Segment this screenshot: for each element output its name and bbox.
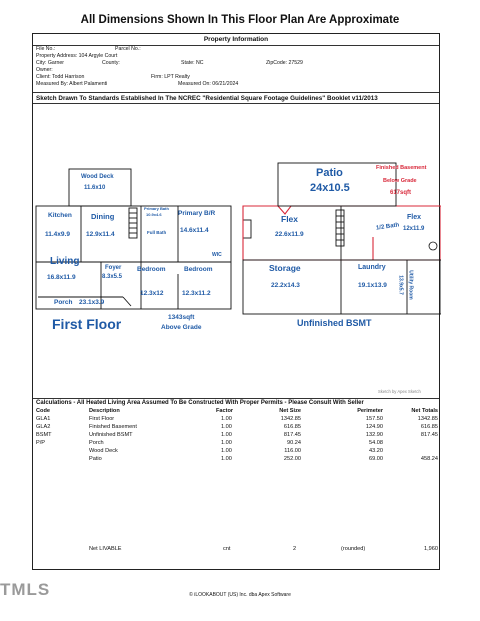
measured-on: Measured On: 06/21/2024 (178, 81, 239, 87)
cell-factor: 1.00 (221, 440, 232, 446)
wood-deck-dim: 11.6x10 (84, 185, 106, 191)
cell-description: Finished Basement (89, 424, 137, 430)
first-floor-sqft: 1343sqft (168, 314, 195, 321)
utility-room-dim: 13.9x5.7 (397, 275, 404, 295)
flex1-dim: 22.6x11.9 (275, 231, 304, 238)
col-net-size: Net Size (279, 408, 301, 414)
cell-perimeter: 69.00 (369, 456, 383, 462)
cell-factor: 1.00 (221, 456, 232, 462)
cell-net-size: 252.00 (283, 456, 301, 462)
net-livable-label: Net LIVABLE (89, 546, 122, 552)
col-code: Code (36, 408, 50, 414)
finished-basement-label: Finished Basement (376, 165, 427, 171)
city: City: Garner (36, 60, 64, 66)
primary-br-dim: 14.6x11.4 (180, 227, 209, 234)
cell-description: Unfinished BSMT (89, 432, 133, 438)
cell-code: GLA2 (36, 424, 51, 430)
net-livable-rounded: (rounded) (341, 546, 366, 552)
bedroom1-dim: 12.3x12 (140, 290, 164, 297)
foyer-dim: 8.3x5.5 (102, 274, 123, 280)
kitchen-label: Kitchen (48, 212, 72, 219)
sketch-title: Sketch Drawn To Standards Established In The NCREC "Residential Square Footage Guidelines" Booklet v11/2013 (36, 95, 378, 102)
primary-br-label: Primary B/R (178, 210, 216, 217)
net-livable-cnt: cnt (223, 546, 231, 552)
property-address: Property Address: 104 Argyle Court (36, 53, 118, 59)
wood-deck-label: Wood Deck (81, 174, 114, 180)
cell-net-size: 116.00 (284, 448, 301, 454)
storage-dim: 22.2x14.3 (271, 282, 300, 289)
above-grade-label: Above Grade (161, 324, 202, 331)
patio-label: Patio (316, 167, 343, 179)
cell-description: Patio (89, 456, 102, 462)
cell-perimeter: 124.90 (365, 424, 383, 430)
basement-label: Unfinished BSMT (297, 318, 372, 328)
net-livable-total: 1,960 (424, 546, 438, 552)
floor-plan-document (32, 33, 440, 570)
zipcode: ZipCode: 27529 (266, 60, 303, 66)
cell-perimeter: 157.50 (365, 416, 383, 422)
flex2-dim: 12x11.9 (403, 226, 425, 232)
cell-code: P/P (36, 440, 46, 446)
dining-label: Dining (91, 212, 115, 221)
cell-net-total: 458.24 (420, 456, 438, 462)
finished-basement-sqft: 617sqft (390, 190, 412, 196)
state: State: NC (181, 60, 204, 66)
bedroom2-dim: 12.3x11.2 (182, 290, 211, 297)
property-info-heading: Property Information (203, 36, 269, 43)
primary-bath-label: Primary Bath (144, 206, 169, 211)
cell-factor: 1.00 (221, 416, 232, 422)
cell-description: Wood Deck (89, 448, 118, 454)
storage-label: Storage (269, 263, 301, 273)
file-no: File No.: (36, 46, 56, 52)
porch-dim: 23.1x3.9 (79, 299, 105, 306)
bedroom2-label: Bedroom (184, 266, 213, 273)
firm: Firm: LPT Realty (151, 74, 190, 80)
cell-code: BSMT (36, 432, 52, 438)
col-net-totals: Net Totals (411, 408, 438, 414)
cell-description: Porch (89, 440, 104, 446)
cell-factor: 1.00 (221, 448, 232, 454)
cell-net-size: 616.85 (283, 424, 301, 430)
living-label: Living (50, 256, 80, 267)
cell-description: First Floor (89, 416, 115, 422)
cell-factor: 1.00 (221, 424, 232, 430)
half-bath-label: 1/2 Bath (375, 222, 400, 232)
kitchen-dim: 11.4x9.9 (45, 231, 70, 238)
cell-perimeter: 132.90 (365, 432, 383, 438)
cell-net-size: 90.24 (287, 440, 301, 446)
bedroom1-label: Bedroom (137, 266, 166, 273)
cell-net-size: 1342.85 (280, 416, 301, 422)
porch-label: Porch (54, 299, 73, 306)
county: County: (102, 60, 120, 66)
foyer-label: Foyer (105, 265, 122, 271)
full-bath-label: Full Bath (147, 230, 167, 235)
primary-bath-dim: 10.9x4.6 (146, 212, 162, 217)
flex1-label: Flex (281, 214, 299, 224)
cell-perimeter: 43.20 (369, 448, 383, 454)
col-perimeter: Perimeter (357, 408, 383, 414)
cell-net-total: 817.45 (420, 432, 438, 438)
measured-by: Measured By: Albert Palamenti (36, 81, 108, 87)
cell-factor: 1.00 (221, 432, 232, 438)
parcel-no: Parcel No.: (115, 46, 141, 52)
mls-watermark: TMLS (0, 580, 51, 599)
page-title: All Dimensions Shown In This Floor Plan Are Approximate (80, 14, 400, 26)
sketch-credit: Sketch by Apex Sketch (378, 389, 421, 394)
dining-dim: 12.9x11.4 (86, 231, 115, 238)
cell-net-size: 817.45 (283, 432, 301, 438)
laundry-dim: 19.1x13.9 (358, 282, 387, 289)
cell-net-total: 1342.85 (417, 416, 438, 422)
utility-room-label: Utility Room (407, 270, 414, 300)
calculations-title: Calculations - All Heated Living Area Assumed To Be Constructed With Proper Permits - Please Consult With Seller (36, 400, 364, 406)
wic-label: WIC (212, 252, 222, 258)
footer-copyright: © iLOOKABOUT (US) Inc. dba Apex Software (189, 592, 291, 598)
floor-plan-sketch (33, 34, 441, 334)
living-dim: 16.8x11.9 (47, 274, 76, 281)
cell-perimeter: 54.08 (369, 440, 383, 446)
laundry-label: Laundry (358, 264, 386, 271)
first-floor-label: First Floor (52, 316, 122, 332)
client: Client: Todd Harrison (36, 74, 85, 80)
cell-net-total: 616.85 (420, 424, 438, 430)
flex2-label: Flex (407, 214, 422, 221)
patio-dim: 24x10.5 (310, 182, 350, 194)
col-factor: Factor (216, 408, 234, 414)
owner: Owner: (36, 67, 53, 73)
net-livable-count: 2 (293, 546, 297, 552)
col-description: Description (89, 408, 120, 414)
cell-code: GLA1 (36, 416, 51, 422)
below-grade-label: Below Grade (383, 178, 417, 184)
